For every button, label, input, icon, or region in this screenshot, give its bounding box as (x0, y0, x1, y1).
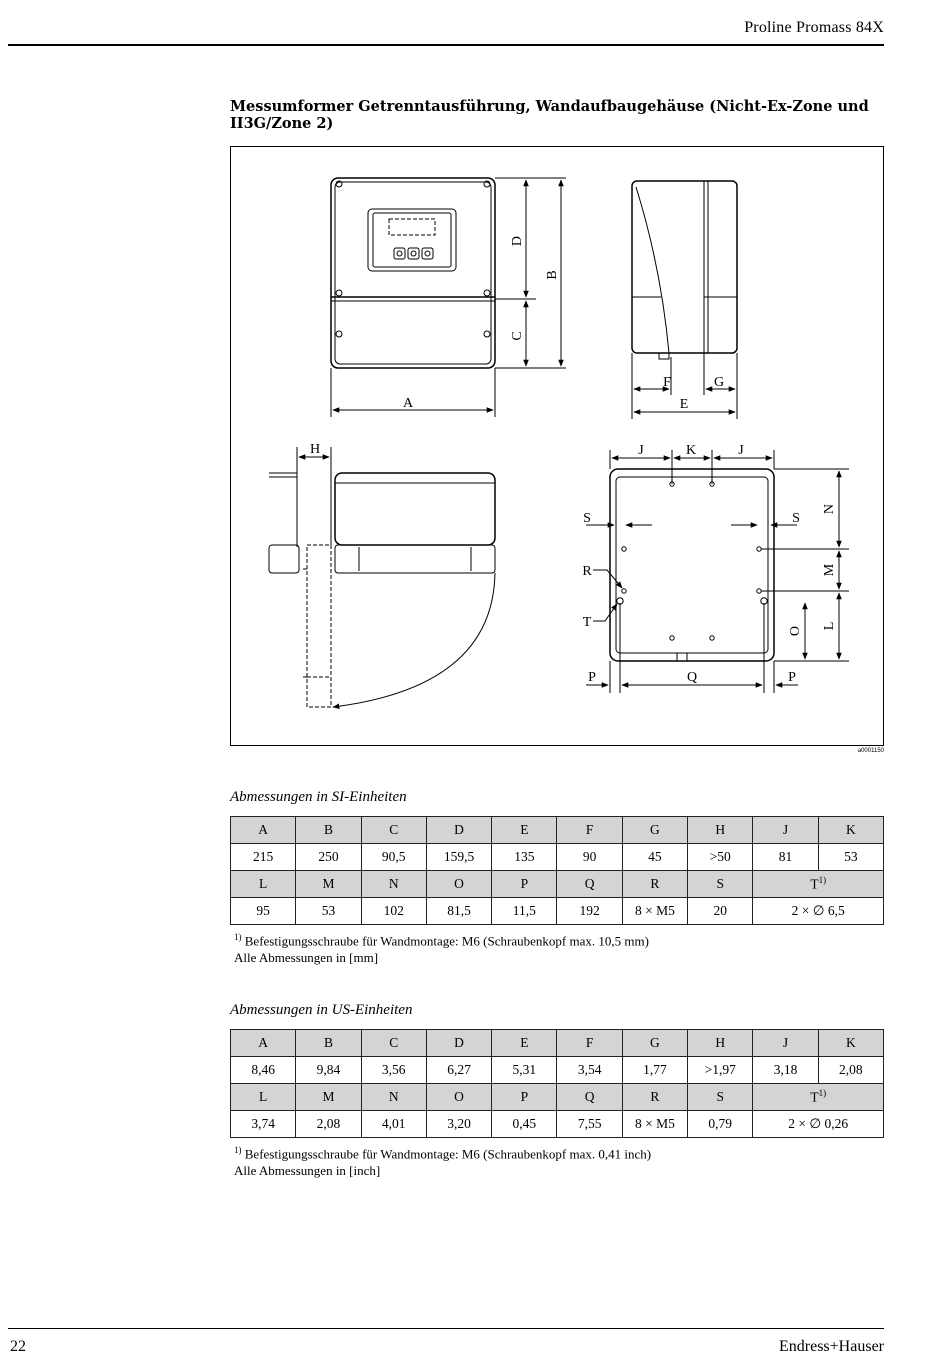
value-cell: 3,18 (753, 1057, 818, 1084)
us-table (230, 1029, 884, 1138)
header-cell: D (426, 817, 491, 844)
header-cell: K (818, 817, 883, 844)
header-cell: D (426, 1030, 491, 1057)
dimension-letters (310, 236, 837, 685)
label-d: D (510, 235, 525, 247)
header-t-letter: T (810, 1089, 819, 1105)
value-cell: 8 × M5 (622, 1111, 687, 1138)
label-o: O (788, 625, 803, 637)
label-p-right: P (788, 670, 796, 685)
si-footnote (234, 929, 649, 949)
label-l: L (822, 621, 837, 631)
header-cell: P (492, 871, 557, 898)
si-caption: Abmessungen in SI-Einheiten (230, 789, 407, 805)
brand-name: Endress+Hauser (779, 1338, 884, 1355)
value-cell: 2,08 (296, 1111, 361, 1138)
value-cell: 3,74 (231, 1111, 296, 1138)
header-cell: E (492, 817, 557, 844)
value-cell: 3,54 (557, 1057, 622, 1084)
header-cell: C (361, 817, 426, 844)
label-k: K (685, 443, 697, 458)
header-cell: B (296, 1030, 361, 1057)
header-cell: L (231, 871, 296, 898)
value-cell: 159,5 (426, 844, 491, 871)
table-row (231, 898, 884, 925)
header-cell: B (296, 817, 361, 844)
header-cell: S (688, 871, 753, 898)
label-a: A (402, 396, 414, 411)
table-row (231, 1030, 884, 1057)
value-cell: 3,56 (361, 1057, 426, 1084)
value-cell: 20 (688, 898, 753, 925)
figure-id: a0001150 (857, 748, 884, 754)
label-p-left: P (588, 670, 596, 685)
header-cell: J (753, 1030, 818, 1057)
swing-view (269, 447, 495, 707)
label-h: H (309, 442, 321, 457)
value-cell: 1,77 (622, 1057, 687, 1084)
label-g: G (713, 375, 725, 390)
header-cell-t (753, 1084, 884, 1111)
label-n: N (822, 503, 837, 515)
value-cell: 8,46 (231, 1057, 296, 1084)
header-cell: F (557, 1030, 622, 1057)
value-cell: 5,31 (492, 1057, 557, 1084)
si-table (230, 816, 884, 925)
drawing-svg (231, 147, 883, 745)
footnote-mark: 1) (234, 932, 242, 942)
value-cell: >50 (688, 844, 753, 871)
label-s-left: S (583, 511, 591, 526)
label-c: C (510, 331, 525, 341)
si-units: Alle Abmessungen in [mm] (234, 950, 379, 966)
value-cell: 45 (622, 844, 687, 871)
header-cell: K (818, 1030, 883, 1057)
value-cell: 9,84 (296, 1057, 361, 1084)
table-row (231, 1111, 884, 1138)
table-row (231, 1084, 884, 1111)
footer-rule (8, 1328, 884, 1329)
value-cell: 53 (296, 898, 361, 925)
table-row (231, 1057, 884, 1084)
header-cell: E (492, 1030, 557, 1057)
footnote-text: Befestigungsschraube für Wandmontage: M6 (Schraubenkopf max. 10,5 mm) (244, 933, 649, 949)
table-row (231, 817, 884, 844)
value-cell: 2 × ∅ 6,5 (753, 898, 884, 925)
table-row (231, 871, 884, 898)
header-cell: N (361, 871, 426, 898)
label-s-right: S (792, 511, 800, 526)
header-cell: H (688, 817, 753, 844)
header-cell: R (622, 1084, 687, 1111)
label-e: E (679, 397, 689, 412)
label-f: F (663, 375, 671, 390)
header-cell: O (426, 1084, 491, 1111)
value-cell: 0,79 (688, 1111, 753, 1138)
us-note (234, 1142, 651, 1179)
value-cell: 11,5 (492, 898, 557, 925)
value-cell: 250 (296, 844, 361, 871)
value-cell: 6,27 (426, 1057, 491, 1084)
value-cell: 3,20 (426, 1111, 491, 1138)
table-row (231, 844, 884, 871)
header-cell: M (296, 1084, 361, 1111)
label-r: R (582, 564, 592, 579)
header-rule (8, 44, 884, 46)
page-number: 22 (10, 1338, 26, 1355)
header-t-letter: T (810, 876, 819, 892)
value-cell: 81 (753, 844, 818, 871)
label-j-right: J (738, 443, 744, 458)
value-cell: 135 (492, 844, 557, 871)
header-cell: R (622, 871, 687, 898)
front-view (331, 178, 566, 417)
us-units: Alle Abmessungen in [inch] (234, 1163, 381, 1179)
value-cell: 4,01 (361, 1111, 426, 1138)
si-note (234, 929, 649, 966)
value-cell: 0,45 (492, 1111, 557, 1138)
value-cell: 192 (557, 898, 622, 925)
dimension-drawing (230, 146, 884, 746)
value-cell: 2,08 (818, 1057, 883, 1084)
footnote-mark: 1) (234, 1145, 242, 1155)
header-cell: A (231, 817, 296, 844)
footnote-ref: 1) (818, 875, 827, 886)
header-cell: A (231, 1030, 296, 1057)
label-b: B (545, 270, 560, 280)
header-cell: M (296, 871, 361, 898)
header-cell: H (688, 1030, 753, 1057)
header-cell: J (753, 817, 818, 844)
header-cell: L (231, 1084, 296, 1111)
value-cell: 7,55 (557, 1111, 622, 1138)
us-footnote (234, 1142, 651, 1162)
header-cell-t (753, 871, 884, 898)
value-cell: 90 (557, 844, 622, 871)
value-cell: >1,97 (688, 1057, 753, 1084)
rear-view (586, 450, 849, 693)
header-cell: C (361, 1030, 426, 1057)
value-cell: 102 (361, 898, 426, 925)
header-cell: F (557, 817, 622, 844)
header-cell: Q (557, 1084, 622, 1111)
label-m: M (822, 563, 837, 577)
header-cell: Q (557, 871, 622, 898)
header-cell: G (622, 817, 687, 844)
us-caption: Abmessungen in US-Einheiten (230, 1002, 413, 1018)
footnote-ref: 1) (818, 1088, 827, 1099)
value-cell: 8 × M5 (622, 898, 687, 925)
value-cell: 90,5 (361, 844, 426, 871)
header-cell: N (361, 1084, 426, 1111)
value-cell: 95 (231, 898, 296, 925)
label-j-left: J (638, 443, 644, 458)
label-q: Q (686, 670, 698, 685)
value-cell: 53 (818, 844, 883, 871)
header-cell: G (622, 1030, 687, 1057)
section-title: Messumformer Getrenntausführung, Wandaufbaugehäuse (Nicht-Ex-Zone und II3G/Zone 2) (230, 98, 869, 132)
header-cell: S (688, 1084, 753, 1111)
header-cell: P (492, 1084, 557, 1111)
value-cell: 81,5 (426, 898, 491, 925)
value-cell: 2 × ∅ 0,26 (753, 1111, 884, 1138)
footnote-text: Befestigungsschraube für Wandmontage: M6 (Schraubenkopf max. 0,41 inch) (244, 1146, 652, 1162)
header-cell: O (426, 871, 491, 898)
header-title: Proline Promass 84X (744, 19, 884, 36)
label-t: T (582, 615, 592, 630)
value-cell: 215 (231, 844, 296, 871)
